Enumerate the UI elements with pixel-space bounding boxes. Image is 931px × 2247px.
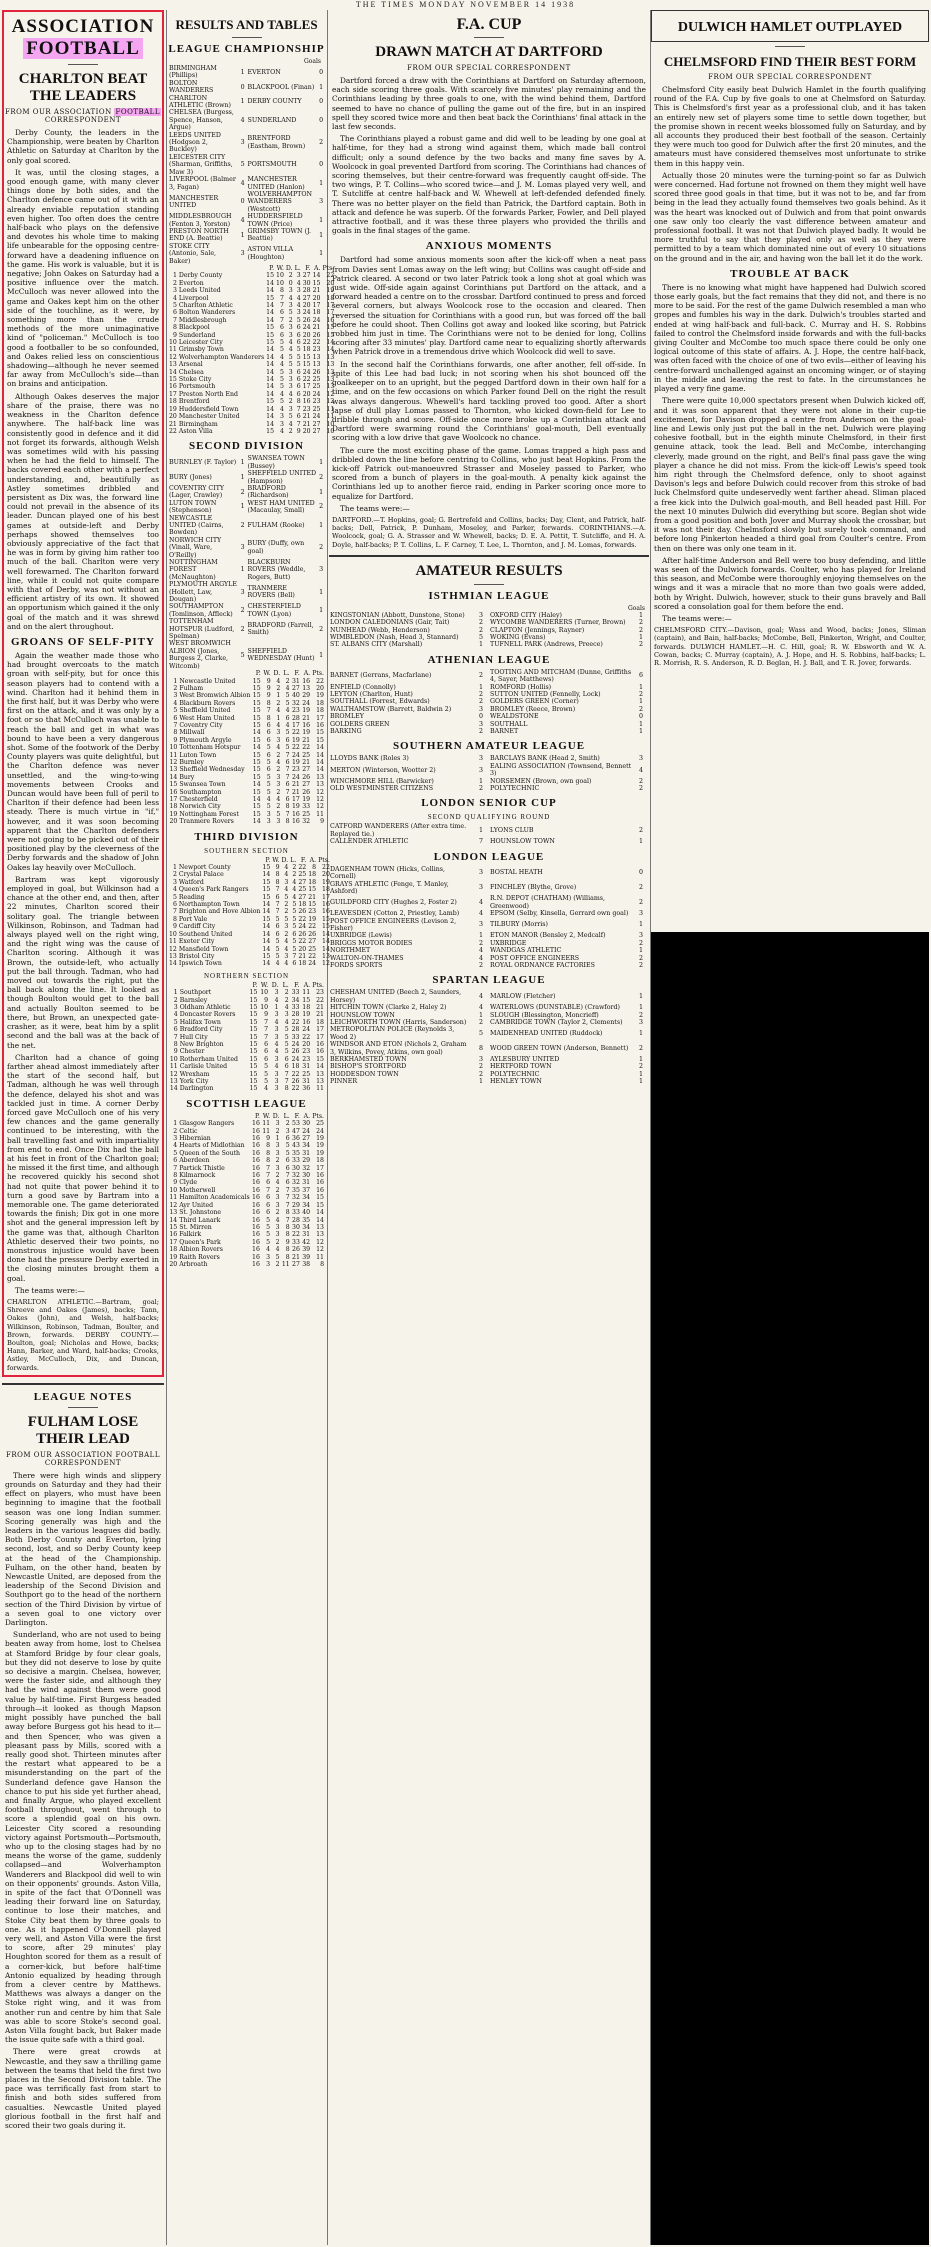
table-row: 8 New Brighton 15 6 4 5 24 20 16: [173, 1040, 324, 1048]
table-row: 13 St. Johnstone 16 6 2 8 33 40 14: [169, 1209, 324, 1217]
table-row: 16 Portsmouth 14 5 3 6 17 25 13: [169, 383, 335, 391]
table-row: 20 Manchester United 14 3 5 6 21 24 11: [169, 413, 335, 421]
result-row: WINDSOR AND ETON (Nichols 2, Graham 3, Wilkins, Povey, Atkins, own goal) 8 WOOD GREEN TOWN (Anderson, Bennett) 2: [330, 1041, 643, 1056]
table-row: 9 Cardiff City 14 6 3 5 24 22 15: [172, 923, 330, 931]
column-results-tables: [168, 10, 335, 2245]
table-row: 21 Birmingham 14 3 4 7 21 27 10: [169, 420, 335, 428]
table-row: 1 Southport 15 10 3 2 33 11 23: [173, 989, 324, 997]
result-row: HOUNSLOW TOWN 1 SLOUGH (Blessington, Moncrieff) 2: [330, 1011, 643, 1019]
table-row: 14 Darlington 15 4 3 8 22 36 11: [169, 1085, 324, 1093]
result-row: BOLTON WANDERERS 0 BLACKPOOL (Finan) 1: [169, 79, 324, 95]
result-row: BROMLEY 0 WEALDSTONE 0: [330, 713, 643, 721]
result-row: HITCHIN TOWN (Clarke 2, Haley 2) 4 WATERLOWS (DUNSTABLE) (Crawford) 1: [330, 1004, 643, 1012]
result-row: LUTON TOWN (Stephenson) 1 WEST HAM UNITED (Macaulay, Small) 2: [169, 499, 324, 515]
result-row: MERTON (Winterson, Wootter 2) 3 EALING ASSOCIATION (Townsend, Bennett 3) 4: [330, 762, 643, 778]
table-row: 4 Queen's Park Rangers 15 7 4 4 25 15 18: [172, 886, 330, 894]
teams-label: The teams were:—: [15, 1285, 85, 1295]
result-row: LIVERPOOL (Balmer 3, Fagan) 4 MANCHESTER UNITED (Hanlon) 1: [169, 176, 324, 191]
table-row: 20 Tranmere Rovers 14 3 3 8 16 32 9: [169, 818, 324, 826]
paragraph: Charlton had a chance of going farther ahead almost immediately after the start of the second half, but Tadman, although he was well through the defence, delayed his shot and was tackled just in time. A corner Derby forced gave McCulloch one of his very few chances and the game generally continued to be interesting, with the ball travelling fast and with impartiality from end to end. Once Dix had the ball at his feet in front of the Charlton goal; he missed it the first time, and although he recovered quickly his second shot had not quite that power behind it to turn a good save by Bartram into a memorable one. The game deteriorated towards the finish; Dix got in one more shot and the general impression left by the game was that, although Charlton Athletic deserved their two points, no monstrous injustice would have been done had the pressure Derby exerted in the closing minutes brought them a goal.: [7, 1052, 159, 1283]
table-row: 5 Charlton Athletic 14 7 3 4 20 17 17: [172, 302, 335, 309]
table-row: 1 Derby County 15 10 2 3 27 14 22: [172, 272, 335, 280]
dulwich-body-2: [651, 283, 929, 611]
result-row: BURY (Jones) 1 SHEFFIELD UNITED (Hampson) 2: [169, 470, 324, 485]
result-row: ENFIELD (Connolly) 1 ROMFORD (Hollis) 1: [330, 683, 643, 691]
goals-header: Goals: [628, 604, 645, 612]
isthmian-title: ISTHMIAN LEAGUE: [428, 589, 550, 602]
result-row: FORDS SPORTS 2 ROYAL ORDNANCE FACTORIES 2: [330, 961, 643, 969]
table-row: 5 Reading 15 6 5 4 27 21 17: [172, 893, 330, 901]
amateur-results-title: AMATEUR RESULTS: [415, 562, 563, 579]
table-row: 8 Blackpool 15 6 3 6 24 21 15: [172, 324, 335, 332]
table-row: 1 Newcastle United 15 9 4 2 31 16 22: [173, 677, 324, 685]
paragraph: There were great crowds at Newcastle, and they saw a thrilling game between the teams that held the first two places in the Second Division table. The pace was terrifically fast from start to finish and both sides suffered from casualties. Newcastle United played glorious football in the first half and scored their two goals during it.: [5, 2047, 161, 2131]
table-row: 14 Chelsea 14 5 3 6 24 26 13: [169, 368, 335, 376]
table-row: 11 Exeter City 14 5 4 5 22 27 14: [169, 938, 330, 946]
table-row: 14 Third Lanark 16 5 4 7 28 35 14: [169, 1216, 324, 1224]
article-body-2: [4, 651, 162, 1283]
scottish-league-title: SCOTTISH LEAGUE: [186, 1097, 307, 1110]
dulwich-headline: DULWICH HAMLET OUTPLAYED: [677, 20, 903, 35]
southern-section-table: [168, 857, 331, 968]
result-row: NEWCASTLE UNITED (Cairns, Bowden) 2 FULHAM (Rooke) 1: [169, 514, 324, 537]
paragraph: The cure the most exciting phase of the game. Lomas trapped a high pass and dribbled down the line before centring to Collins, who just beat Hopkins. From the kick-off Patrick out-manoeuvred Strasser and Moseley passed to Parker, who scored from a bunch of players in the goal-mouth. A penalty kick against the Corinthians led up to another fierce raid, ending in Parker scoring once more to equalize for Dartford.: [332, 445, 646, 501]
highlighted-title-word: FOOTBALL: [23, 38, 143, 59]
table-row: 13 York City 15 5 3 7 26 31 13: [169, 1078, 324, 1085]
table-row: 13 Arsenal 14 4 5 5 15 13 13: [169, 361, 335, 369]
league-championship-title: LEAGUE CHAMPIONSHIP: [168, 43, 325, 55]
table-row: 9 Sunderland 15 6 3 6 20 26 15: [172, 331, 335, 339]
paragraph: Dartford had some anxious moments soon after the kick-off when a neat pass from Davies sent Lomas away on the left wing; but Collins was caught off-side and Patrick cleared. A second or two later Patrick took a long shot at goal which was just wide. Off-side again against Corinthians put Dartford on the attack, and a forward headed a centre on to the crossbar. Dartford continued to press and forced several corners, but always Woolcock rose to the occasion and cleared. Then reversed the situation for Corinthians with a good run, but was forced off the ball before he could shoot. Then Collins got away and looked like scoring, but Patrick robbed him just in time. The Corinthians were not to be denied for long, Collins scoring after 33 minutes' play. Dartford came near to equalizing shortly afterwards when Patrick drove in a tremendous drive which Woolcock did well to save.: [332, 255, 646, 357]
table-row: 3 Leeds United 14 8 3 3 28 21 19: [172, 287, 335, 295]
table-row: 10 Leicester City 15 5 4 6 22 22 14: [169, 339, 335, 347]
table-row: 5 Queen of the South 16 8 3 5 35 31 19: [173, 1149, 324, 1157]
table-row: 12 Wolverhampton Wanderers 14 4 5 5 15 13 13: [169, 353, 335, 361]
table-row: 8 Millwall 14 6 3 5 22 19 15: [173, 729, 324, 737]
league-notes-title: LEAGUE NOTES: [33, 1390, 133, 1403]
table-row: 9 Clyde 16 6 4 6 32 31 16: [173, 1179, 324, 1187]
table-header: P. W. D. L. F. A. Pts.: [269, 264, 335, 272]
result-row: NORTHMET 4 WANDGAS ATHLETIC 1: [330, 947, 643, 955]
spartan-title: SPARTAN LEAGUE: [432, 974, 546, 987]
result-row: BRIGGS MOTOR BODIES 2 UXBRIDGE 2: [330, 939, 643, 947]
result-row: LEICESTER CITY (Sharman, Griffiths, Maw 3) 5 PORTSMOUTH 0: [169, 153, 324, 176]
second-division-table: [168, 670, 325, 826]
result-row: STOKE CITY (Antonio, Sale, Baker) 3 ASTON VILLA (Houghton) 1: [169, 242, 324, 265]
result-row: LONDON CALEDONIANS (Gair, Tait) 2 WYCOMBE WANDERERS (Turner, Brown) 2: [330, 619, 643, 627]
result-row: KINGSTONIAN (Abbott, Dunstone, Stone) 3 OXFORD CITY (Haley) 1: [330, 611, 643, 619]
league-notes-byline: FROM OUR ASSOCIATION FOOTBALL CORRESPONDENT: [6, 1450, 160, 1467]
table-row: 18 Albion Rovers 16 4 4 8 26 39 12: [169, 1246, 324, 1254]
table-row: 2 Crystal Palace 14 8 4 2 25 18 20: [172, 871, 330, 879]
result-row: BIRMINGHAM (Phillips) 1 EVERTON 0: [169, 65, 324, 80]
teams-label: The teams were:—: [340, 503, 410, 513]
table-row: 17 Preston North End 14 4 4 6 20 24 12: [169, 390, 335, 398]
table-row: 22 Aston Villa 15 4 2 9 20 27 10: [169, 427, 335, 435]
result-row: WALTHAMSTOW (Barrett, Baldwin 2) 3 BROMLEY (Reece, Brown) 2: [330, 705, 643, 713]
table-header: P. W. D. L. F. A. Pts.: [252, 981, 324, 989]
result-row: COVENTRY CITY (Lager, Crawley) 2 BRADFORD (Richardson) 1: [169, 484, 324, 500]
result-row: CHELSEA (Burgess, Spence, Hanson, Argue) 4 SUNDERLAND 0: [169, 109, 324, 132]
teams-list: DARTFORD.—T. Hopkins, goal; G. Bertrefeld and Collins, backs; Day, Clent, and Patrick, half-backs; Dell, Patrick, P. Dunham, Moseley, and Parker, forwards. CORINTHIANS.—A. Woolcock, goal; G. A. Strasser and W. Whewell, backs; D. E. A. Pettit, T. Sutcliffe, and H. A. Doyle, half-backs; P. T. Collins, L. F. Carney, T. Lee, L. Thornton, and J. M. Lomas, forwards.: [332, 515, 646, 549]
result-row: HODDESDON TOWN 2 POLYTECHNIC 1: [330, 1070, 643, 1078]
table-header: P. W. D. L. F. A. Pts.: [255, 670, 324, 678]
table-row: 1 Glasgow Rangers 16 11 3 2 53 30 25: [173, 1120, 324, 1128]
fa-cup-byline: FROM OUR SPECIAL CORRESPONDENT: [407, 64, 571, 72]
result-row: DAGENHAM TOWN (Hicks, Collins, Cornell) 3 BOSTAL HEATH 0: [330, 865, 643, 881]
table-row: 19 Raith Rovers 16 3 5 8 21 39 11: [169, 1253, 324, 1261]
subhead-anxious: ANXIOUS MOMENTS: [425, 240, 553, 253]
second-division-results: [168, 455, 325, 670]
result-row: NOTTINGHAM FOREST (McNaughton) 1 BLACKBURN ROVERS (Weddle, Rogers, Butt) 3: [169, 559, 324, 581]
result-row: LEAVESDEN (Cotton 2, Priestley, Lamb) 4 EPSOM (Selby, Kinsella, Gerrard own goal) 3: [330, 910, 643, 918]
table-row: 11 Grimsby Town 14 5 4 5 18 23 14: [169, 346, 335, 354]
table-row: 19 Huddersfield Town 14 4 3 7 23 25 11: [169, 405, 335, 413]
table-row: 19 Nottingham Forest 15 3 5 7 16 25 11: [169, 810, 324, 818]
table-row: 3 West Bromwich Albion 15 9 1 5 40 29 19: [173, 692, 324, 700]
paragraph: Bartram was kept vigorously employed in goal, but Wilkinson had a chance at the other end, and then, after 22 minutes, Charlton scored their solitary goal. The triangle between Wilkinson, Robinson, and Tadman had always played well on the right wing, and the right wing was the cause of Charlton scoring. Although it was Brown, the outside-left, who actually put the ball through. Tadman, who had moved out towards the right, put the ball back along the line. It looked as though Boulton would get to the ball and actually Boulton seemed to be there, but Brown, an unexpected gate-crasher, as it were, beat him by a split second and the ball was at the back of the net.: [7, 874, 159, 1050]
result-row: LEEDS UNITED (Hodgson 2, Buckley) 3 BRENTFORD (Eastham, Brown) 2: [169, 131, 324, 154]
fa-cup-headline: DRAWN MATCH AT DARTFORD: [375, 44, 603, 60]
championship-table: [168, 265, 335, 435]
table-row: 2 Everton 14 10 0 4 30 15 20: [172, 279, 335, 287]
dulwich-body: [651, 85, 929, 263]
table-row: 17 Queen's Park 16 5 2 9 33 42 12: [169, 1238, 324, 1246]
league-notes-headline: FULHAM LOSE THEIR LEAD: [27, 1413, 139, 1447]
chelmsford-headline: CHELMSFORD FIND THEIR BEST FORM: [663, 54, 917, 69]
paragraph: There is no knowing what might have happened had Dulwich scored those early goals, but the fact remains that they did not, and there is no more to be said. For the rest of the game Dulwich resembled a man who gropes and fumbles his way in the dark. Dulwich's troubles started and ended at wing half-back and full-back. C. Murray and H. S. Robbins failed to control the Chelmsford inside forwards and with the full-backs giving Coulter and McCombe too much space there could be only one logical outcome of this state of affairs. A. J. Hope, the centre half-back, was often faced with the choice of one of two evils—either of leaving his centre-forward unchallenged against an oncoming winger, or of staying in the middle and leaving the rest to fate. In the circumstances he played a very fine game.: [654, 282, 926, 394]
table-row: 17 Chesterfield 14 4 4 6 17 19 12: [169, 796, 324, 803]
paragraph: There were high winds and slippery grounds on Saturday and they had their effect on players, who must have been beginning to imagine that the football season was one long Indian summer. Scoring generally was high and the leaders in the various leagues did badly. Both Derby County and Everton, lying second, lost, and so Derby County keep at the head of the Championship. Fulham, on the other hand, beaten by Newcastle United, are deposed from the leadership of the Second Division and Southport go to the head of the northern section of the Third Division by virtue of a seven goal to one victory over Darlington.: [5, 1470, 161, 1628]
table-row: 14 Bury 15 5 3 7 24 26 13: [169, 773, 324, 781]
london-senior-title: LONDON SENIOR CUP: [421, 797, 557, 810]
table-row: 18 Norwich City 15 5 2 8 19 33 12: [169, 803, 324, 811]
table-row: 7 Partick Thistle 16 7 3 6 30 32 17: [173, 1164, 324, 1172]
column-dulwich-hamlet: [651, 10, 929, 930]
byline: FROM OUR ASSOCIATION FOOTBALL CORRESPONDENT: [5, 108, 160, 124]
table-row: 5 Sheffield United 15 7 4 4 23 19 18: [173, 707, 324, 715]
headline: CHARLTON BEAT THE LEADERS: [18, 71, 148, 104]
result-row: METROPOLITAN POLICE (Reynolds 3, Wood 2) 5 MAIDENHEAD UNITED (Ruddock) 1: [330, 1026, 643, 1041]
london-senior-results: [329, 823, 649, 845]
london-senior-sub: SECOND QUALIFYING ROUND: [427, 813, 551, 822]
league-notes-body: [2, 1471, 164, 2130]
paragraph: It was, until the closing stages, a good enough game, with many clever things done by both sides, and the Charlton defence came out of it with an already enviable reputation standing even higher. Too often does the centre half-back who plays on the defensive and devotes his whole time to making life unbearable for the opposing centre-forward have a deadening influence on the game. His work is valuable, but it is negative; John Oakes on Saturday had a positive influence over the match. McCulloch was never allowed into the game and Oakes kept him on the other side of the touchline, as it were, by something more than the crude methods of the more unimaginative kind of "policeman." McCulloch is too good a footballer to be so confounded, and Oakes relied less on conscientious shadowing—although he never seemed far away from McCulloch's side—than on brains and anticipation.: [7, 167, 159, 389]
article-body: [4, 128, 162, 631]
london-league-results: [329, 866, 649, 970]
result-row: MIDDLESBROUGH (Fenton 3, Yorston) 4 HUDDERSFIELD TOWN (Price) 1: [169, 213, 324, 228]
second-division-title: SECOND DIVISION: [189, 440, 304, 453]
result-row: ST. ALBANS CITY (Marshall) 1 TUFNELL PARK (Andrews, Preece) 2: [330, 641, 643, 649]
table-row: 4 Blackburn Rovers 15 8 2 5 32 24 18: [173, 699, 324, 707]
table-row: 3 Hibernian 16 9 1 6 36 27 19: [173, 1135, 324, 1143]
table-row: 12 Wrexham 15 5 3 7 22 25 13: [169, 1070, 324, 1078]
table-row: 1 Newport County 15 9 4 2 22 8 22: [172, 864, 330, 872]
table-row: 9 Plymouth Argyle 15 6 3 6 19 21 15: [173, 736, 324, 744]
section-title: ASSOCIATION FOOTBALL: [11, 16, 155, 59]
teams-label: The teams were:—: [662, 613, 732, 623]
table-header: P. W. D. L. F. A. Pts.: [255, 1112, 324, 1120]
table-row: 2 Barnsley 15 9 4 2 34 15 22: [173, 996, 324, 1004]
paragraph: Sunderland, who are not used to being beaten away from home, lost to Chelsea at Stamford Bridge by four clear goals, but they did not deserve to lose by quite so decisive a margin. Chelsea, however, were the faster side, and although they had the wind against them were good value by half-time. First Burgess headed through—it looked as though Mapson might possibly have punched the ball away before Burgess got his head to it—and then Spencer, who was given a pleasant pass by Mills, scored with a really good shot. Thirteen minutes after the restart what appeared to be a misunderstanding on the part of the Sunderland defence gave Hanson the chance to put his side yet further ahead, and finally Argue, who played excellent football throughout, went through to score a splendid goal on his own. Leicester City scored a resounding victory against Portsmouth—Portsmouth, who up to the closing stages had by no means the worse of the game, suddenly collapsed—and Wolverhampton Wanderers and Blackpool did well to win on their opponents' grounds. Aston Villa, in spite of the fact that O'Donnell was leading their forward line on Saturday, continue to lose their matches, and Stoke City beat them by three goals to one. As it happened O'Donnell played very well, and Aston Villa were the first to score, after 29 minutes' play Houghton scored for them as a result of a corner-kick, but before half-time Antonio equalized by heading through from a clever centre by Matthews. Matthews was always a danger on the Stoke right wing, and it was from another run and centre by him that Sale was able to score Stoke's second goal. Aston Villa fought back, but Baker made the issue quite safe with a third goal.: [5, 1630, 161, 2045]
association-football-article: [2, 10, 164, 1377]
table-row: 16 Falkirk 16 5 3 8 22 31 13: [169, 1231, 324, 1239]
northern-section-table: [168, 982, 325, 1093]
fa-cup-title: F.A. CUP: [456, 16, 522, 33]
fa-cup-body: [329, 76, 649, 235]
table-row: 10 Tottenham Hotspur 14 5 4 5 22 22 14: [169, 744, 324, 752]
table-row: 6 Bolton Wanderers 14 6 5 3 24 18 17: [172, 309, 335, 317]
table-row: 12 Ayr United 16 6 3 7 29 34 15: [169, 1201, 324, 1209]
london-league-title: LONDON LEAGUE: [433, 850, 545, 863]
table-row: 3 Watford 15 8 3 4 27 18 19: [172, 878, 330, 886]
table-row: 2 Celtic 16 11 2 3 47 24 24: [173, 1127, 324, 1135]
result-row: CHESHAM UNITED (Beech 2, Saunders, Horsey) 4 MARLOW (Fletcher) 1: [330, 989, 643, 1004]
table-row: 13 Bristol City 15 5 3 7 21 22 13: [169, 952, 330, 960]
athenian-results: [329, 669, 649, 736]
table-row: 4 Liverpool 15 7 4 4 27 20 18: [172, 294, 335, 302]
paragraph: Dartford forced a draw with the Corinthians at Dartford on Saturday afternoon, each side scoring three goals. With scarcely five minutes' play remaining and the Corinthians leading by three goals to one, with the wind behind them, Dartford seemed to have no chance of pulling the game out of the fire, but in an inspired spell they scored twice more and then beat back the Corinthians' final attack in the last few seconds.: [332, 76, 646, 132]
spartan-results: [329, 989, 649, 1085]
championship-results: [168, 65, 325, 265]
table-row: 7 Hull City 15 7 3 5 33 22 17: [173, 1033, 324, 1041]
result-row: BARNET (Gerrans, Macfarlane) 2 TOOTING AND MITCHAM (Dunne, Griffiths 4, Sayer, Matthews) 6: [330, 668, 643, 684]
table-row: 6 West Ham United 15 8 1 6 28 21 17: [173, 714, 324, 722]
paragraph: The Corinthians played a robust game and did well to be leading by one goal at half-time, for they had a strong wind against them, which made ball control difficult; only a sound defence by the two backs and many fine saves by A. Woolcock in goal prevented Dartford from scoring. The Corinthians had chances of scoring themselves, but their centre-forward was frequently caught off-side. The two wings, P. T. Collins—who scored twice—and J. M. Lomas played very well, and T. Sutcliffe at centre half-back and W. Whewell at left-defended defended finely. There was no better player on the field than Patrick, the Dartford captain. Both in attack and defence he was superb. Of the forwards Parker, Fowler, and Dell played attractive football, and it was these three players who provided the thrills and goals in the final stages of the game.: [332, 134, 646, 236]
northern-section-label: NORTHERN SECTION: [204, 971, 289, 980]
table-row: 12 Burnley 15 5 4 6 19 21 14: [169, 758, 324, 766]
results-title: RESULTS AND TABLES: [175, 17, 318, 32]
result-row: MANCHESTER UNITED 0 WOLVERHAMPTON WANDERERS (Westcott) 3: [169, 190, 324, 213]
column-fa-cup: [329, 10, 649, 2245]
table-row: 7 Coventry City 15 6 4 4 17 16 16: [173, 721, 324, 729]
blank-dark-area: [651, 932, 929, 2245]
table-row: 8 Port Vale 15 5 5 5 22 19 15: [172, 915, 330, 923]
result-row: CALLENDER ATHLETIC 7 HOUNSLOW TOWN 1: [330, 838, 643, 846]
result-row: WINCHMORE HILL (Barwicker) 1 NORSEMEN (Brown, own goal) 2: [330, 777, 643, 785]
masthead: THE TIMES MONDAY NOVEMBER 14 1938: [355, 0, 576, 9]
result-row: GOLDERS GREEN 3 SOUTHALL 1: [330, 720, 643, 728]
paragraph: Actually those 20 minutes were the turning-point so far as Dulwich were concerned. Had fortune not frowned on them they might well have scored three good goals in that time, but it was not to be, and far from being in the lead they actually found themselves two goals behind. As it was the heart was knocked out of Dulwich and from that point onwards one saw only too clearly the vast difference between amateur and professional football. It was not that Dulwich played badly. It would be more truthful to say that they played only as well as they were permitted to by a team which dominated nine out of every 10 situations on the ground and in the air, and having won the ball let it do the work.: [654, 170, 926, 263]
table-row: 18 Brentford 15 5 2 8 16 23 12: [169, 398, 335, 406]
table-row: 11 Carlisle United 15 5 4 6 18 31 14: [169, 1063, 324, 1071]
result-row: NUNHEAD (Webb, Henderson) 2 CLAPTON (Jennings, Rayner) 2: [330, 626, 643, 634]
table-row: 7 Brighton and Hove Albion 14 7 2 5 26 23 16: [172, 908, 330, 916]
result-row: WEST BROMWICH ALBION (Jones, Burgess 2, Clarke, Witcomb) 5 SHEFFIELD WEDNESDAY (Hunt) 1: [169, 640, 324, 670]
result-row: BARKING 2 BARNET 1: [330, 728, 643, 736]
subhead-groans: GROANS OF SELF-PITY: [11, 635, 155, 648]
table-row: 12 Mansfield Town 14 5 4 5 20 25 14: [169, 945, 330, 953]
third-division-title: THIRD DIVISION: [194, 830, 299, 843]
table-row: 10 Rotherham United 15 6 3 6 24 23 15: [169, 1055, 324, 1063]
table-row: 13 Sheffield Wednesday 15 6 2 7 23 27 14: [169, 766, 324, 774]
result-row: BISHOP'S STORTFORD 2 HERTFORD TOWN 2: [330, 1063, 643, 1071]
table-row: 11 Hamilton Academicals 16 6 3 7 32 34 15: [169, 1194, 324, 1202]
result-row: POST OFFICE ENGINEERS (Levison 2, Fisher) 3 TILBURY (Morris) 1: [330, 917, 643, 932]
result-row: OLD WESTMINSTER CITIZENS 2 POLYTECHNIC 2: [330, 785, 643, 793]
result-row: UXBRIDGE (Lewis) 1 ETON MANOR (Bensley 2, Medcalf) 3: [330, 932, 643, 940]
paragraph: In the second half the Corinthians forwards, one after another, fell off-side. In spite of this Lee had bad luck; in not scoring when his shot bounced off the goalkeeper on to an upright, but the pegged Dartford down in their own half for a time, and on the few occasions on which Parker found Dell on the right the result was always dangerous. Whewell's hard tackling proved too good. After a short lapse of dull play Lomas passed to Thornton, who kicked down-field for Lee to dribble through and score. Off-side once more broke up a Corinthian attack and Dartford were swarming round the Corinthians' goal-mouth, Dell eventually scoring with a low drive that gave Woolcock no chance.: [332, 359, 646, 443]
result-row: CHARLTON ATHLETIC (Brown) 1 DERBY COUNTY 0: [169, 94, 324, 110]
southern-section-label: SOUTHERN SECTION: [204, 846, 289, 855]
athenian-title: ATHENIAN LEAGUE: [427, 653, 551, 666]
table-row: 5 Halifax Town 15 7 4 4 22 16 18: [173, 1018, 324, 1026]
table-row: 15 Stoke City 14 5 3 6 22 25 13: [169, 376, 335, 384]
paragraph: Although Oakes deserves the major share of the praise, there was no weakness in the Charlton defence anywhere. The half-back line was consistently good in defence and it did not forget its forwards, although Welsh was sometimes wild with his passing when he had the field to himself. The backs covered each other with a perfect understanding, and, beautifully as Astley sometimes dribbled and persistent as Dix was, the forward line could not prevail in the absence of its leader. Duncan played one of his best games at outside-left and Derby perhaps showed themselves too obviously appreciative of the fact that he was in form by giving him rather too much of the ball. Charlton were very well forewarned. The Charlton forward line, while it could not quite compare with that of Derby, was not without an efficient artistry of its own. It showed an opportunism which gained it the only goal of the match and it was shrewd and on the alert throughout.: [7, 391, 159, 631]
result-row: PINNER 1 HENLEY TOWN 1: [330, 1078, 643, 1086]
result-row: NORWICH CITY (Vinall, Ware, O'Reilly) 3 BURY (Duffy, own goal) 2: [169, 536, 324, 559]
result-row: LLOYDS BANK (Roles 3) 3 BARCLAYS BANK (Head 2, Smith) 3: [330, 755, 643, 763]
table-row: 15 St. Mirren 16 5 3 8 30 34 13: [169, 1223, 324, 1231]
table-row: 20 Arbroath 16 3 2 11 27 38 8: [169, 1260, 324, 1268]
table-row: 10 Motherwell 16 7 2 7 35 37 16: [169, 1186, 324, 1194]
table-row: 14 Ipswich Town 14 4 4 6 18 24 12: [169, 960, 330, 968]
table-row: 6 Aberdeen 16 8 2 6 33 29 18: [173, 1157, 324, 1165]
result-row: LEYTON (Charlton, Hunt) 2 SUTTON UNITED (Fennelly, Lock) 2: [330, 691, 643, 698]
result-row: PRESTON NORTH END (A. Beattie) 1 GRIMSBY TOWN (J. Beattie) 1: [169, 227, 324, 243]
southern-amateur-title: SOUTHERN AMATEUR LEAGUE: [392, 740, 586, 753]
goals-header: Goals: [304, 58, 321, 65]
result-row: SOUTHAMPTON (Tomlinson, Affleck) 2 CHESTERFIELD TOWN (Lyon) 1: [169, 603, 324, 618]
table-row: 6 Northampton Town 14 7 2 5 18 15 16: [172, 901, 330, 909]
result-row: GRAYS ATHLETIC (Fenge, T. Manley, Ashford) 3 FINCHLEY (Blythe, Grove) 2: [330, 880, 643, 895]
teams-list: CHARLTON ATHLETIC.—Bartram, goal; Shreeve and Oakes (James), backs; Tann, Oakes (John), and Welsh, half-backs; Wilkinson, Robinson, Tadman, Boulter, and Brown, forwards. DERBY COUNTY.—Boulton, goal; Nicholas and Howe, backs; Hann, Barker, and Ward, half-backs; Crooks, Astley, McCulloch, Dix, and Duncan, forwards.: [7, 1297, 159, 1372]
highlighted-byline-word: FOOTBALL: [115, 108, 160, 116]
table-row: 8 Kilmarnock 16 7 2 7 32 30 16: [173, 1172, 324, 1180]
table-row: 2 Fulham 15 9 2 4 27 13 20: [173, 684, 324, 692]
southern-amateur-results: [329, 755, 649, 792]
scottish-league-table: [168, 1113, 325, 1269]
table-row: 4 Doncaster Rovers 15 9 3 3 28 19 21: [173, 1011, 324, 1019]
result-row: BERKHAMSTED TOWN 3 AYLESBURY UNITED 1: [330, 1056, 643, 1064]
table-row: 7 Middlesbrough 14 7 2 5 26 24 16: [172, 316, 335, 324]
table-row: 4 Hearts of Midlothian 16 8 3 5 43 34 19: [173, 1142, 324, 1150]
subhead-trouble: TROUBLE AT BACK: [730, 267, 850, 280]
result-row: SOUTHALL (Forrest, Edwards) 2 GOLDERS GREEN (Corner) 1: [330, 698, 643, 706]
isthmian-results: [329, 612, 649, 649]
table-row: 15 Swansea Town 14 5 3 6 21 27 13: [169, 781, 324, 789]
fa-cup-body-2: [329, 255, 649, 500]
teams-list: CHELMSFORD CITY.—Davison, goal; Wass and Wood, backs; Jones, Sliman (captain), and Bain, half-backs; McCombe, Bell, Pinkerton, Wright, and Coulter, forwards. DULWICH HAMLET.—H. C. Hill, goal; R. W. Ebsworth and W. A. Cowan, backs; C. Murray (captain), A. J. Hope, and H. S. Robbins, half-backs; L. R. Morrish, R. S. Anderson, R. D. Beglan, H. J. Ball, and T. R. Jover, forwards.: [654, 626, 926, 667]
result-row: WIMBLEDON (Nash, Head 3, Stannard) 5 WOKING (Evans) 1: [330, 633, 643, 641]
result-row: LEICHWORTH TOWN (Harris, Sanderson) 2 CAMBRIDGE TOWN (Taylor 2, Clements) 3: [330, 1019, 643, 1026]
table-row: 10 Southend United 14 6 2 6 26 26 14: [169, 930, 330, 938]
result-row: WALTON-ON-THAMES 4 POST OFFICE ENGINEERS 2: [330, 954, 643, 962]
result-row: BURNLEY (F. Taylor) 1 SWANSEA TOWN (Bussey) 1: [169, 455, 324, 470]
paragraph: Chelmsford City easily beat Dulwich Hamlet in the fourth qualifying round of the F.A. Cup by five goals to one at Chelmsford on Saturday. This is Chelmsford's first year as a professional club, and it has taken an entirely new set of players some time to settle down together, but the promise shown in recent weeks blossomed fully on Saturday, and by all accounts they produced their best football of the season. Certainly they were much too good for Dulwich after the first 20 minutes, and the amateurs must have considered themselves most unfortunate to strike them in this happy vein.: [654, 85, 926, 168]
result-row: PLYMOUTH ARGYLE (Hollett, Law, Dougan) 3 TRANMERE ROVERS (Bell) 1: [169, 581, 324, 604]
paragraph: Again the weather made those who had brought overcoats to the match groan with self-pity, but for once this season players had to contend with a wind. Charlton had it behind them in the first half, but it was Derby who were first on the attack, and it was only by a foot or so that McCulloch was unable to reach the ball and get in what was bound to have been a very dangerous shot. Some of the footwork of the Derby County players was quite delightful, but the Charlton defence was never unsettled, and the wing-to-wing movements between Crooks and Duncan would have been full of peril to Charlton if their defence had been less steady. There is much virtue in "if," however, and it was soon becoming apparent that the Charlton defenders were not going to be picked out of their positioned play by the cleverness of the Derby forwards and the shadow of John Oakes lay heavily over McCulloch.: [7, 650, 159, 872]
paragraph: After half-time Anderson and Bell were too busy defending, and little was seen of the Dulwich forwards. Coulter, who has played for Ireland this season, and McCombe were thoroughly enjoying themselves on the wings and it was a miracle that no more than two goals were added, both by Wright. Dulwich, however, stuck to their guns bravely and Ball scored a consolation goal for them before the end.: [654, 555, 926, 611]
table-row: 9 Chester 15 6 4 5 26 23 16: [173, 1048, 324, 1056]
table-row: 11 Luton Town 15 6 2 7 24 25 14: [169, 751, 324, 759]
result-row: TOTTENHAM HOTSPUR (Ludford, Spelman) 2 BRADFORD (Farrell, Smith) 2: [169, 618, 324, 641]
table-row: 3 Oldham Athletic 15 10 1 4 33 18 21: [173, 1003, 324, 1011]
paragraph: Derby County, the leaders in the Championship, were beaten by Charlton Athletic on Saturday at Charlton by the only goal scored.: [7, 128, 159, 165]
paragraph: There were quite 10,000 spectators present when Dulwich kicked off, and it was soon apparent that they were not alone in their cup-tie excitement, for Davison dropped a centre from Anderson on the goal-line and Lewis only just put the ball in the net. Dulwich were playing cohesive football, but in the eighth minute Chelmsford, in their first genuine attack, took the lead. Bell and McCombe, interchanging cleverly, made ground on the right, and Bell's final pass gave the wing player a chance he did not miss. From the kick-off Lewis's speed took him right through the Chelmsford defence, only to shoot against Davison's legs and before Dulwich could recover from this stroke of bad luck Chelmsford quite undeservedly went farther ahead. Sliman placed a free kick into the Dulwich goal-mouth, and Bell headed past Hill. For the next 10 minutes Dulwich did everything but score. Beglan shot wide from a good position and both Jover and Murray shook the crossbar, but it was not their day. Chelmsford slowly but surely took command, and before long Pinkerton headed a third goal from Coulter's centre. From then on there was only one team in it.: [654, 396, 926, 553]
result-row: CATFORD WANDERERS (After extra time. Replayed tie.) 1 LYONS CLUB 2: [330, 823, 643, 838]
table-header: P. W. D. L. F. A. Pts.: [265, 856, 330, 864]
result-row: GUILDFORD CITY (Hughes 2, Foster 2) 4 R.N. DEPOT (CHATHAM) (Williams, Greenwood) 2: [330, 895, 643, 910]
column-association-football: [2, 10, 164, 2245]
dulwich-byline: FROM OUR SPECIAL CORRESPONDENT: [708, 73, 872, 81]
table-row: 16 Southampton 15 5 2 7 21 26 12: [169, 788, 324, 796]
table-row: 6 Bradford City 15 7 3 5 28 24 17: [173, 1026, 324, 1034]
